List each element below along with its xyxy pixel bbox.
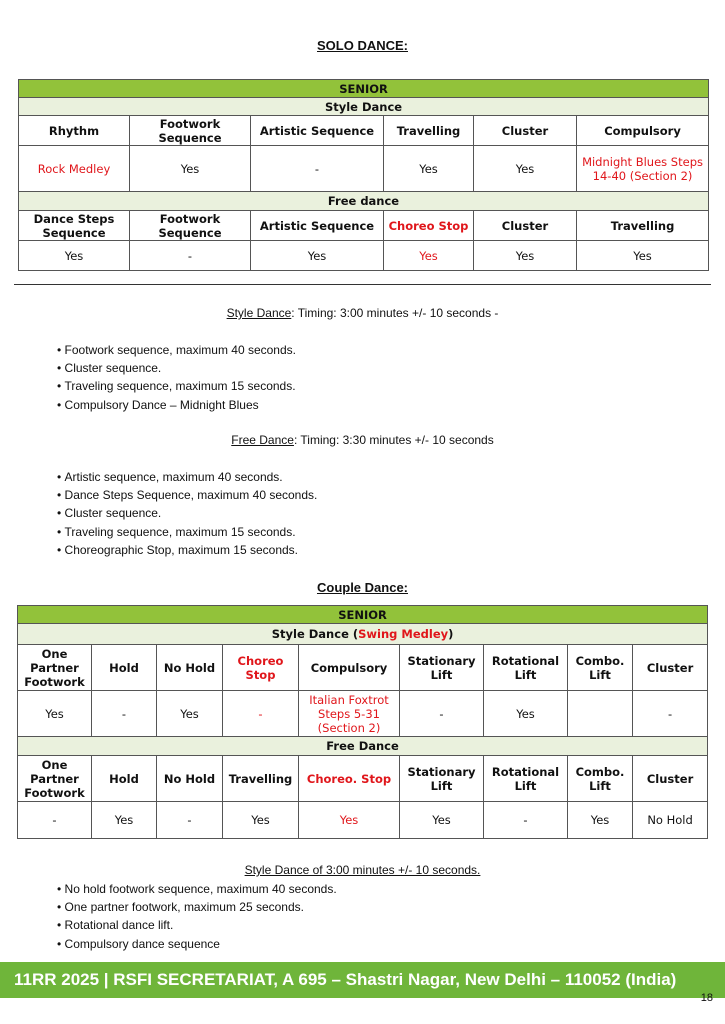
header-cluster: Cluster: [474, 211, 577, 241]
header-combo-lift: Combo. Lift: [568, 756, 633, 802]
header-artistic-sequence: Artistic Sequence: [251, 211, 384, 241]
header-footwork-sequence: Footwork Sequence: [130, 116, 251, 146]
couple-style-title-suffix: ): [448, 627, 454, 641]
cell-stationary-lift: Yes: [400, 802, 484, 839]
header-travelling: Travelling: [384, 116, 474, 146]
couple-style-caption: [0, 863, 725, 877]
header-cluster: Cluster: [474, 116, 577, 146]
cell-no-hold: Yes: [157, 691, 223, 737]
solo-free-title: Free dance: [19, 192, 709, 211]
header-one-partner-footwork: One Partner Footwork: [18, 645, 92, 691]
header-one-partner-footwork: One Partner Footwork: [18, 756, 92, 802]
cell-one-partner-footwork: Yes: [18, 691, 92, 737]
list-item: • Dance Steps Sequence, maximum 40 seconds.: [57, 486, 317, 504]
couple-level-row: SENIOR: [18, 606, 708, 624]
header-stationary-lift: Stationary Lift: [400, 645, 484, 691]
header-rhythm: Rhythm: [19, 116, 130, 146]
cell-choreo-stop: -: [223, 691, 299, 737]
list-item: • One partner footwork, maximum 25 seconds.: [57, 898, 337, 916]
cell-rotational-lift: -: [484, 802, 568, 839]
cell-choreo-stop: Yes: [384, 241, 474, 271]
list-item: • Cluster sequence.: [57, 359, 296, 377]
cell-artistic-sequence: Yes: [251, 241, 384, 271]
header-hold: Hold: [92, 645, 157, 691]
header-compulsory: Compulsory: [577, 116, 709, 146]
list-item: • Cluster sequence.: [57, 504, 317, 522]
header-choreo-stop: Choreo Stop: [223, 645, 299, 691]
couple-dance-heading: Couple Dance:: [316, 580, 408, 595]
solo-senior-table: [18, 79, 709, 271]
list-item: • Choreographic Stop, maximum 15 seconds.: [57, 541, 317, 559]
header-choreo-stop: Choreo. Stop: [299, 756, 400, 802]
cell-dance-steps-sequence: Yes: [19, 241, 130, 271]
page-number: 18: [700, 992, 713, 1004]
list-item: • Compulsory Dance – Midnight Blues: [57, 396, 296, 414]
cell-hold: -: [92, 691, 157, 737]
couple-senior-table: [17, 605, 708, 839]
cell-travelling: Yes: [384, 146, 474, 192]
header-compulsory: Compulsory: [299, 645, 400, 691]
cell-hold: Yes: [92, 802, 157, 839]
list-item: • Compulsory dance sequence: [57, 935, 337, 953]
couple-free-title: Free Dance: [18, 737, 708, 756]
cell-one-partner-footwork: -: [18, 802, 92, 839]
solo-free-caption: [0, 433, 725, 447]
solo-style-label: Style Dance: [226, 306, 292, 320]
header-footwork-sequence: Footwork Sequence: [130, 211, 251, 241]
couple-style-title: [18, 624, 708, 645]
cell-artistic-sequence: -: [251, 146, 384, 192]
cell-cluster: -: [633, 691, 708, 737]
solo-style-timing: : Timing: 3:00 minutes +/- 10 seconds -: [291, 306, 499, 320]
header-travelling: Travelling: [577, 211, 709, 241]
header-no-hold: No Hold: [157, 645, 223, 691]
list-item: • Artistic sequence, maximum 40 seconds.: [57, 468, 317, 486]
list-item: • Rotational dance lift.: [57, 916, 337, 934]
header-no-hold: No Hold: [157, 756, 223, 802]
header-cluster: Cluster: [633, 756, 708, 802]
header-travelling: Travelling: [223, 756, 299, 802]
solo-style-caption: [0, 306, 725, 320]
cell-travelling: Yes: [223, 802, 299, 839]
cell-cluster: Yes: [474, 146, 577, 192]
cell-rhythm: Rock Medley: [19, 146, 130, 192]
solo-level-row: SENIOR: [19, 80, 709, 98]
header-dance-steps-sequence: Dance Steps Sequence: [19, 211, 130, 241]
footer-banner: 11RR 2025 | RSFI SECRETARIAT, A 695 – Shastri Nagar, New Delhi – 110052 (India): [0, 962, 725, 998]
solo-free-list: [57, 468, 317, 559]
solo-free-timing: : Timing: 3:30 minutes +/- 10 seconds: [293, 433, 494, 447]
header-rotational-lift: Rotational Lift: [484, 756, 568, 802]
list-item: • Traveling sequence, maximum 15 seconds.: [57, 523, 317, 541]
section-divider: [14, 284, 711, 285]
solo-free-label: Free Dance: [231, 433, 294, 447]
header-cluster: Cluster: [633, 645, 708, 691]
couple-style-caption-text: Style Dance of 3:00 minutes +/- 10 seconds.: [244, 863, 481, 877]
solo-style-title: Style Dance: [19, 98, 709, 116]
cell-footwork-sequence: Yes: [130, 146, 251, 192]
cell-cluster: Yes: [474, 241, 577, 271]
header-artistic-sequence: Artistic Sequence: [251, 116, 384, 146]
header-stationary-lift: Stationary Lift: [400, 756, 484, 802]
cell-stationary-lift: -: [400, 691, 484, 737]
cell-choreo-stop: Yes: [299, 802, 400, 839]
list-item: • Footwork sequence, maximum 40 seconds.: [57, 341, 296, 359]
list-item: • Traveling sequence, maximum 15 seconds.: [57, 377, 296, 395]
header-rotational-lift: Rotational Lift: [484, 645, 568, 691]
cell-cluster: No Hold: [633, 802, 708, 839]
header-combo-lift: Combo. Lift: [568, 645, 633, 691]
cell-no-hold: -: [157, 802, 223, 839]
solo-dance-heading: SOLO DANCE:: [317, 38, 408, 53]
cell-compulsory: Midnight Blues Steps 14-40 (Section 2): [577, 146, 709, 192]
cell-combo-lift: [568, 691, 633, 737]
cell-compulsory: Italian Foxtrot Steps 5-31 (Section 2): [299, 691, 400, 737]
cell-footwork-sequence: -: [130, 241, 251, 271]
cell-combo-lift: Yes: [568, 802, 633, 839]
cell-rotational-lift: Yes: [484, 691, 568, 737]
couple-style-rhythm: Swing Medley: [358, 627, 449, 641]
couple-style-title-prefix: Style Dance (: [271, 627, 359, 641]
cell-travelling: Yes: [577, 241, 709, 271]
solo-style-list: [57, 341, 296, 414]
couple-style-list: [57, 880, 337, 953]
header-hold: Hold: [92, 756, 157, 802]
list-item: • No hold footwork sequence, maximum 40 seconds.: [57, 880, 337, 898]
header-choreo-stop: Choreo Stop: [384, 211, 474, 241]
